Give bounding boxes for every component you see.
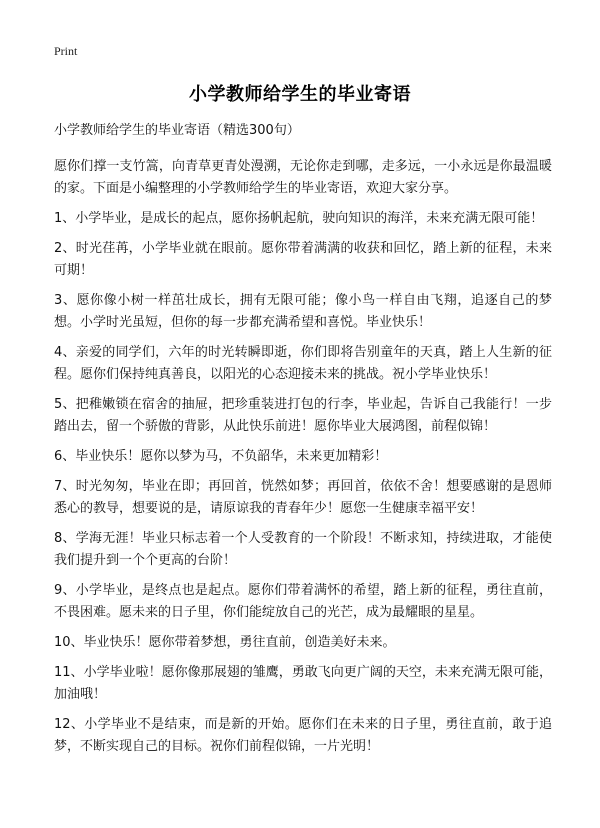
intro-paragraph: 愿你们撑一支竹篙，向青草更青处漫溯，无论你走到哪，走多远，一小永远是你最温暖的家。下面是小编整理的小学教师给学生的毕业寄语，欢迎大家分享。 <box>54 159 552 196</box>
list-item: 6、毕业快乐！愿你以梦为马，不负韶华，未来更加精彩！ <box>54 449 388 464</box>
article-subtitle: 小学教师给学生的毕业寄语（精选300句） <box>54 123 300 138</box>
list-item: 8、学海无涯！毕业只标志着一个人受教育的一个阶段！不断求知，持续进取，才能使我们提升到一个个更高的台阶！ <box>54 531 552 568</box>
list-item: 3、愿你像小树一样茁壮成长，拥有无限可能；像小鸟一样自由飞翔，追逐自己的梦想。小学时光虽短，但你的每一步都充满希望和喜悦。毕业快乐！ <box>54 293 552 330</box>
article-body <box>54 122 552 766</box>
list-item: 5、把稚嫩锁在宿舍的抽屉，把珍重装进打包的行李，毕业起，告诉自己我能行！一步踏出去，留一个骄傲的背影，从此快乐前进！愿你毕业大展鸿图，前程似锦！ <box>54 397 552 434</box>
list-item: 12、小学毕业不是结束，而是新的开始。愿你们在未来的日子里，勇往直前，敢于追梦，不断实现自己的目标。祝你们前程似锦，一片光明！ <box>54 717 552 754</box>
list-item: 4、亲爱的同学们，六年的时光转瞬即逝，你们即将告别童年的天真，踏上人生新的征程。愿你们保持纯真善良，以阳光的心态迎接未来的挑战。祝小学毕业快乐！ <box>54 345 552 382</box>
print-link[interactable]: Print <box>54 44 78 58</box>
page-title: 小学教师给学生的毕业寄语 <box>189 84 411 105</box>
list-item: 9、小学毕业，是终点也是起点。愿你们带着满怀的希望，踏上新的征程，勇往直前，不畏困难。愿未来的日子里，你们能绽放自己的光芒，成为最耀眼的星星。 <box>54 583 552 620</box>
list-item: 10、毕业快乐！愿你带着梦想，勇往直前，创造美好未来。 <box>54 635 396 650</box>
list-item: 11、小学毕业啦！愿你像那展翅的雏鹰，勇敢飞向更广阔的天空，未来充满无限可能，加油哦！ <box>54 665 552 702</box>
list-item: 2、时光荏苒，小学毕业就在眼前。愿你带着满满的收获和回忆，踏上新的征程，未来可期！ <box>54 241 552 278</box>
list-item: 1、小学毕业，是成长的起点，愿你扬帆起航，驶向知识的海洋，未来充满无限可能！ <box>54 211 544 226</box>
list-item: 7、时光匆匆，毕业在即；再回首，恍然如梦；再回首，依依不舍！想要感谢的是恩师悉心的教导，想要说的是，请原谅我的青春年少！愿您一生健康幸福平安！ <box>54 479 552 516</box>
